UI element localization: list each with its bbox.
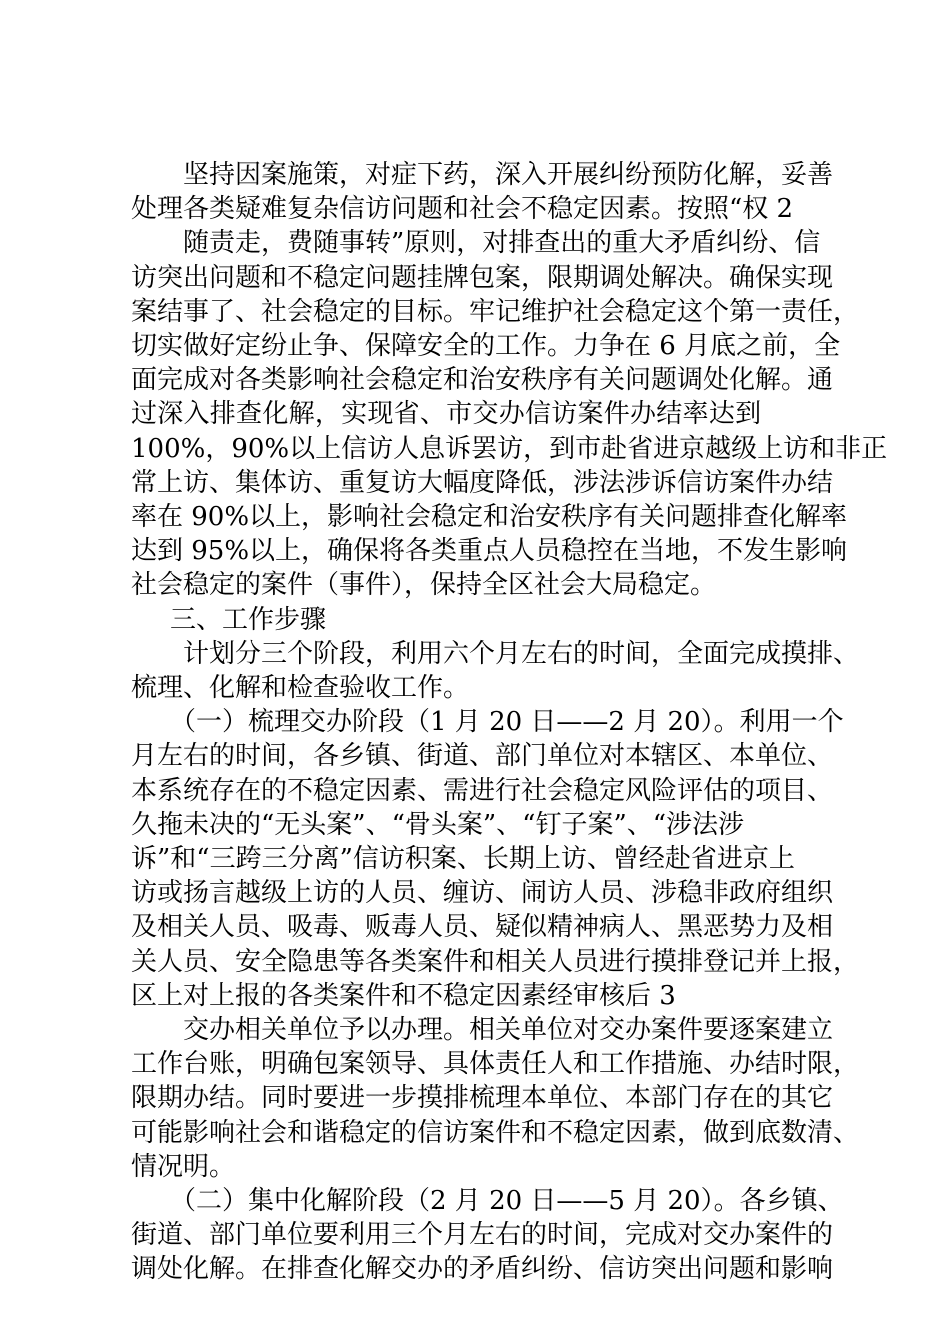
text-line: 调处化解。在排查化解交办的矛盾纠纷、信访突出问题和影响 [131, 1254, 834, 1284]
text-line: 社会稳定的案件（事件），保持全区社会大局稳定。 [131, 570, 717, 600]
text-line: 计划分三个阶段，利用六个月左右的时间，全面完成摸排、 [183, 639, 860, 669]
text-line: 面完成对各类影响社会稳定和治安秩序有关问题调处化解。通 [131, 365, 834, 395]
text-line: 处理各类疑难复杂信访问题和社会不稳定因素。按照“权 2 [131, 194, 794, 224]
text-line: 梳理、化解和检查验收工作。 [131, 673, 470, 703]
text-line: （二）集中化解阶段（2 月 20 日——5 月 20）。各乡镇、 [170, 1186, 844, 1216]
text-line: 可能影响社会和谐稳定的信访案件和不稳定因素，做到底数清、 [131, 1118, 860, 1148]
text-line: 区上对上报的各类案件和不稳定因素经审核后 3 [131, 981, 676, 1011]
text-line: 坚持因案施策，对症下药，深入开展纠纷预防化解，妥善 [183, 160, 834, 190]
text-line: 关人员、安全隐患等各类案件和相关人员进行摸排登记并上报， [131, 947, 860, 977]
text-line: 街道、部门单位要利用三个月左右的时间，完成对交办案件的 [131, 1220, 834, 1250]
text-line: 案结事了、社会稳定的目标。牢记维护社会稳定这个第一责任， [131, 297, 860, 327]
text-line: 达到 95%以上，确保将各类重点人员稳控在当地，不发生影响 [131, 536, 848, 566]
text-line: 率在 90%以上，影响社会稳定和治安秩序有关问题排查化解率 [131, 502, 848, 532]
text-line: 过 深 入 排 查 化 解 ， 实 现 省 、 市 交 办 信 访 案 件 办 结 率 达 到 [131, 399, 758, 429]
text-line: 月左右的时间，各乡镇、街道、部门单位对本辖区、本单位、 [131, 741, 834, 771]
text-line: 访突出问题和不稳定问题挂牌包案，限期调处解决。确保实现 [131, 263, 834, 293]
text-line: 随责走，费随事转”原则，对排查出的重大矛盾纠纷、信 [183, 228, 821, 258]
text-line: 交办相关单位予以办理。相关单位对交办案件要逐案建立 [183, 1015, 834, 1045]
text-line: 访或扬言越级上访的人员、缠访、闹访人员、涉稳非政府组织 [131, 878, 834, 908]
text-line: 常上访、集体访、重复访大幅度降低，涉法涉诉信访案件办结 [131, 468, 834, 498]
text-line: 久拖未决的“无头案”、“骨头案”、“钉子案”、“涉法涉 [131, 810, 745, 840]
text-line: 切实做好定纷止争、保障安全的工作。力争在 6 月底之前，全 [131, 331, 841, 361]
text-line: 工作台账，明确包案领导、具体责任人和工作措施、办结时限， [131, 1049, 860, 1079]
text-line: 限期办结。同时要进一步摸排梳理本单位、本部门存在的其它 [131, 1083, 834, 1113]
text-line: （一）梳理交办阶段（1 月 20 日——2 月 20）。利用一个 [170, 707, 844, 737]
text-line: 及相关人员、吸毒、贩毒人员、疑似精神病人、黑恶势力及相 [131, 912, 834, 942]
section-heading: 三、工作步骤 [170, 605, 327, 635]
text-line: 情况明。 [131, 1152, 236, 1182]
text-line: 诉”和“三跨三分离”信访积案、长期上访、曾经赴省进京上 [131, 844, 795, 874]
text-line: 100%，90%以上信访人息诉罢访，到市赴省进京越级上访和非正 [131, 434, 888, 464]
text-line: 本系统存在的不稳定因素、需进行社会稳定风险评估的项目、 [131, 776, 834, 806]
